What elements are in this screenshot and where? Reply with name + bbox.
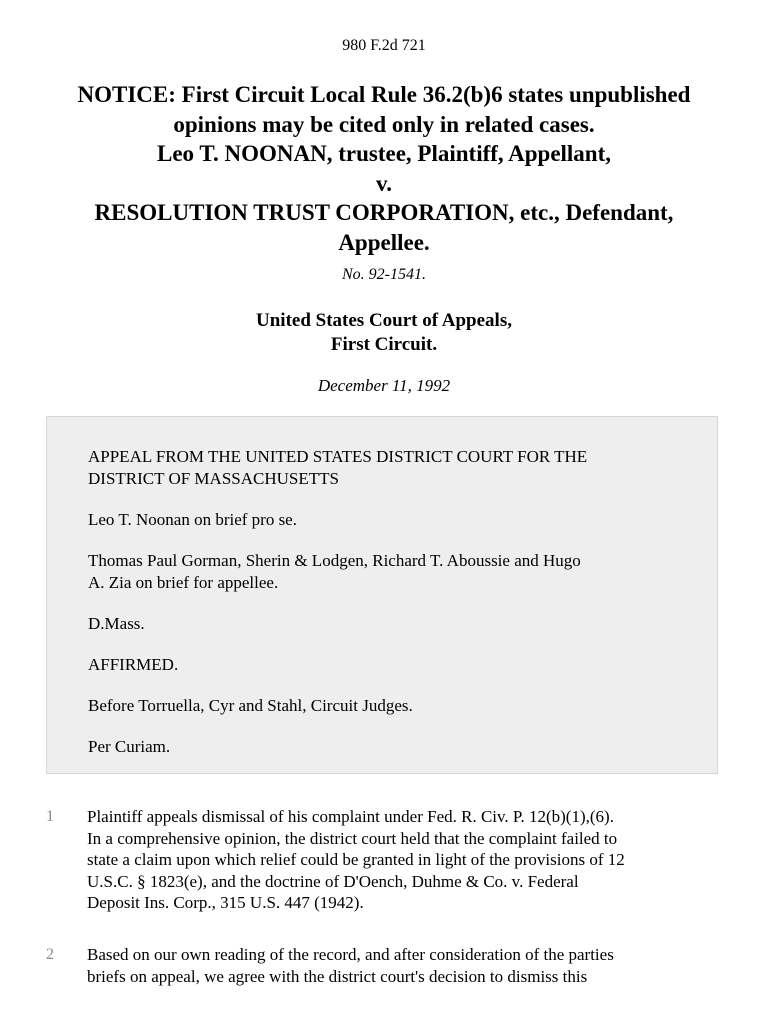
notice-line-2: opinions may be cited only in related cases. bbox=[173, 111, 595, 137]
notice-line-1: NOTICE: First Circuit Local Rule 36.2(b)6 states unpublished bbox=[77, 82, 691, 107]
disposition: AFFIRMED. bbox=[88, 655, 179, 674]
defendant-party-line-1: RESOLUTION TRUST CORPORATION, etc., Defendant, bbox=[94, 200, 674, 225]
decision-date: December 11, 1992 bbox=[317, 376, 451, 395]
prelims-box bbox=[46, 416, 718, 774]
panel: Before Torruella, Cyr and Stahl, Circuit Judges. bbox=[88, 696, 413, 715]
paragraph-line: U.S.C. § 1823(e), and the doctrine of D'Oench, Duhme & Co. v. Federal bbox=[87, 871, 579, 891]
district: D.Mass. bbox=[88, 614, 145, 633]
paragraph-number: 2 bbox=[46, 946, 54, 963]
court-name-line-1: United States Court of Appeals, bbox=[256, 310, 512, 331]
paragraph-text bbox=[87, 944, 727, 987]
counsel-appellee-line-2: A. Zia on brief for appellee. bbox=[88, 572, 279, 592]
defendant-party-line-2: Appellee. bbox=[338, 229, 430, 255]
paragraph-line: Deposit Ins. Corp., 315 U.S. 447 (1942). bbox=[87, 893, 364, 912]
counsel-appellee-line-1: Thomas Paul Gorman, Sherin & Lodgen, Richard T. Aboussie and Hugo bbox=[88, 551, 581, 570]
paragraph-number: 1 bbox=[46, 808, 54, 825]
counsel-appellee bbox=[88, 550, 698, 593]
versus: v. bbox=[376, 170, 392, 196]
paragraph-line: In a comprehensive opinion, the district court held that the complaint failed to bbox=[87, 828, 618, 848]
plaintiff-party: Leo T. NOONAN, trustee, Plaintiff, Appellant, bbox=[156, 141, 612, 166]
court-name-line-2: First Circuit. bbox=[330, 334, 438, 355]
paragraph-text bbox=[87, 806, 727, 914]
docket-number: No. 92-1541. bbox=[342, 266, 426, 283]
per-curiam: Per Curiam. bbox=[88, 737, 171, 756]
court-name bbox=[0, 309, 768, 357]
appeal-from bbox=[88, 446, 698, 489]
paragraph-line: Plaintiff appeals dismissal of his complaint under Fed. R. Civ. P. 12(b)(1),(6). bbox=[87, 807, 614, 826]
reporter-citation: 980 F.2d 721 bbox=[342, 37, 426, 54]
counsel-appellant: Leo T. Noonan on brief pro se. bbox=[88, 510, 297, 529]
case-heading bbox=[20, 80, 748, 257]
paragraph-line: briefs on appeal, we agree with the district court's decision to dismiss this bbox=[87, 966, 588, 986]
paragraph-line: Based on our own reading of the record, and after consideration of the parties bbox=[87, 945, 614, 964]
appeal-from-line-1: APPEAL FROM THE UNITED STATES DISTRICT COURT FOR THE bbox=[88, 447, 588, 466]
appeal-from-line-2: DISTRICT OF MASSACHUSETTS bbox=[88, 468, 339, 488]
paragraph-line: state a claim upon which relief could be granted in light of the provisions of 12 bbox=[87, 850, 625, 869]
